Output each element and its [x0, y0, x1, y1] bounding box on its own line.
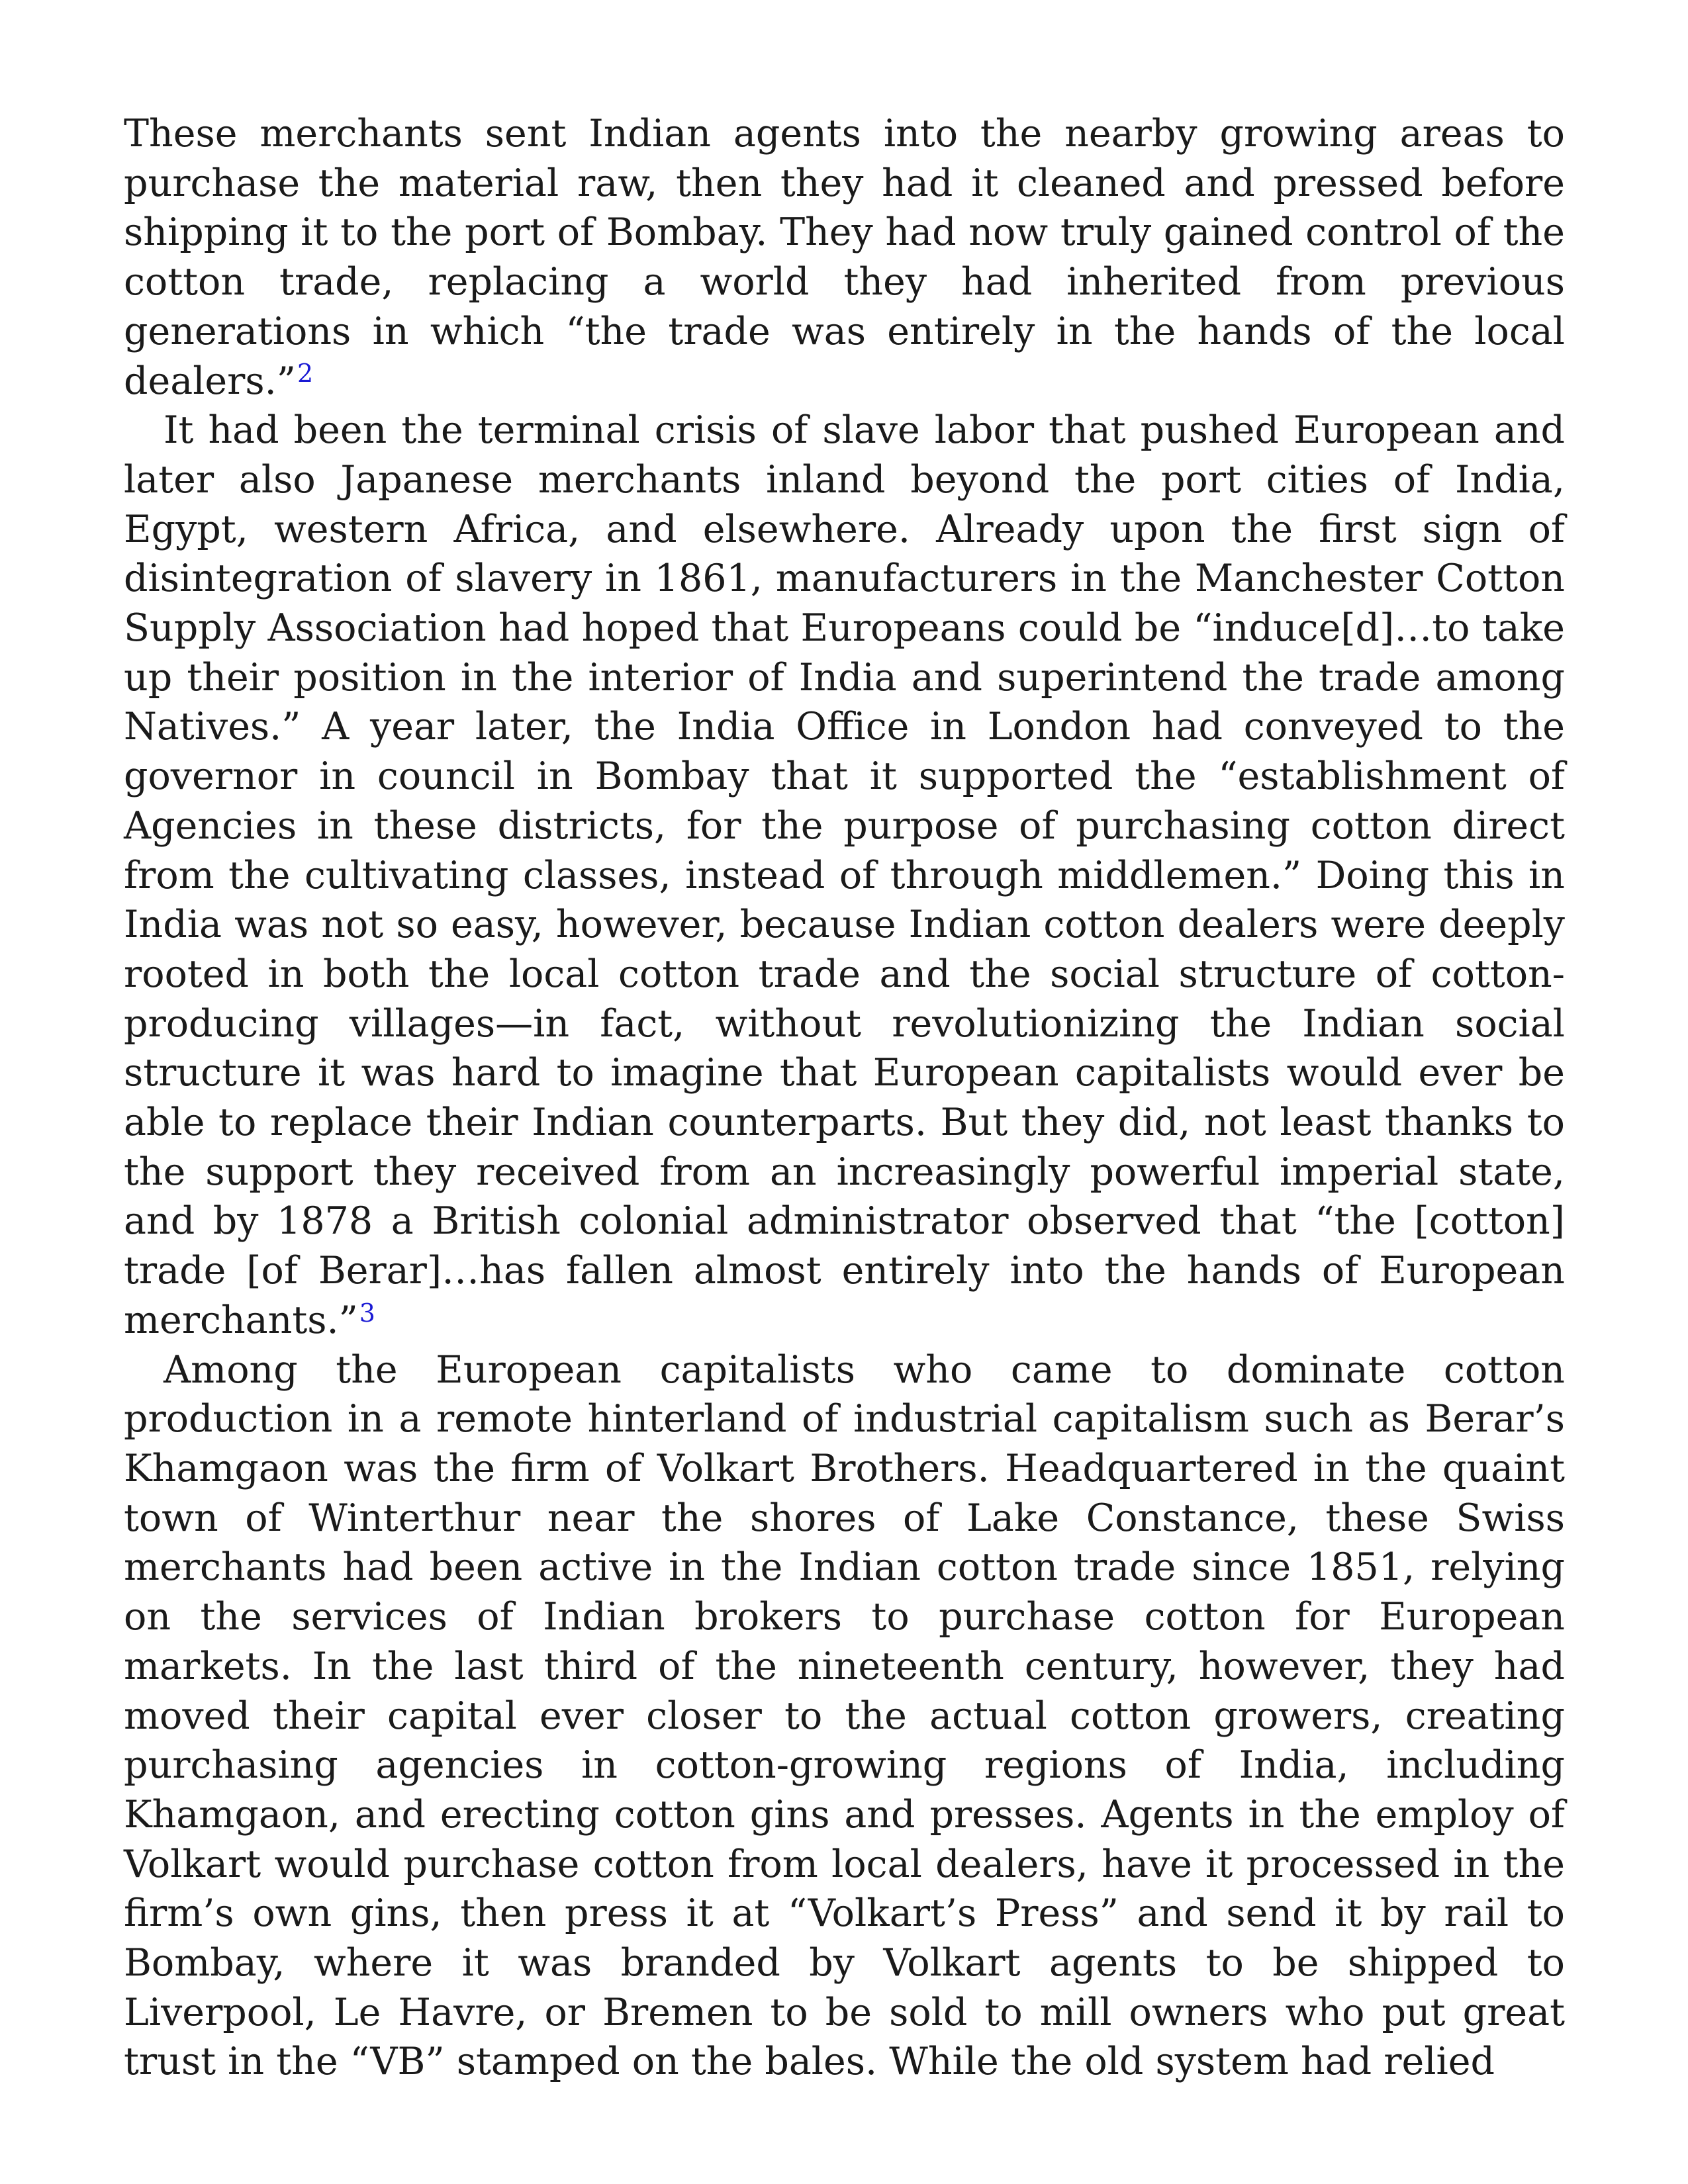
footnote-reference-3[interactable]: 3: [359, 1298, 375, 1328]
paragraph-1-text: These merchants sent Indian agents into the nearby growing areas to purchase the material raw, then they had it cleaned and pressed before shipping it to the port of Bombay. They had now truly gained control of the cotton trade, replacing a world they had inherited from previous generations in which “the trade was entirely in the hands of the local dealers.”: [124, 112, 1565, 403]
paragraph-3-text: Among the European capitalists who came to dominate cotton production in a remote hinterland of industrial capitalism such as Berar’s Khamgaon was the firm of Volkart Brothers. Headquartered in the quaint town of Winterthur near the shores of Lake Constance, these Swiss merchants had been active in the Indian cotton trade since 1851, relying on the services of Indian brokers to purchase cotton for European markets. In the last third of the nineteenth century, however, they had moved their capital ever closer to the actual cotton growers, creating purchasing agencies in cotton-growing regions of India, including Khamgaon, and erecting cotton gins and presses. Agents in the employ of Volkart would purchase cotton from local dealers, have it processed in the firm’s own gins, then press it at “Volkart’s Press” and send it by rail to Bombay, where it was branded by Volkart agents to be shipped to Liverpool, Le Havre, or Bremen to be sold to mill owners who put great trust in the “VB” stamped on the bales. While the old system had relied: [124, 1347, 1565, 2084]
footnote-reference-2[interactable]: 2: [297, 359, 314, 388]
paragraph-1: [124, 109, 1565, 406]
paragraph-3: [124, 1345, 1565, 2087]
paragraph-2: [124, 406, 1565, 1345]
body-text: [124, 109, 1565, 2087]
paragraph-2-text: It had been the terminal crisis of slave labor that pushed European and later also Japanese merchants inland beyond the port cities of India, Egypt, western Africa, and elsewhere. Already upon the first sign of disintegration of slavery in 1861, manufacturers in the Manchester Cotton Supply Association had hoped that Europeans could be “induce[d]…to take up their position in the interior of India and superintend the trade among Natives.” A year later, the India Office in London had conveyed to the governor in council in Bombay that it supported the “establishment of Agencies in these districts, for the purpose of purchasing cotton direct from the cultivating classes, instead of through middlemen.” Doing this in India was not so easy, however, because Indian cotton dealers were deeply rooted in both the local cotton trade and the social structure of cotton-producing villages—in fact, without revolutionizing the Indian social structure it was hard to imagine that European capitalists would ever be able to replace their Indian counterparts. But they did, not least thanks to the support they received from an increasingly powerful imperial state, and by 1878 a British colonial administrator observed that “the [cotton] trade [of Berar]…has fallen almost entirely into the hands of European merchants.”: [124, 408, 1565, 1342]
